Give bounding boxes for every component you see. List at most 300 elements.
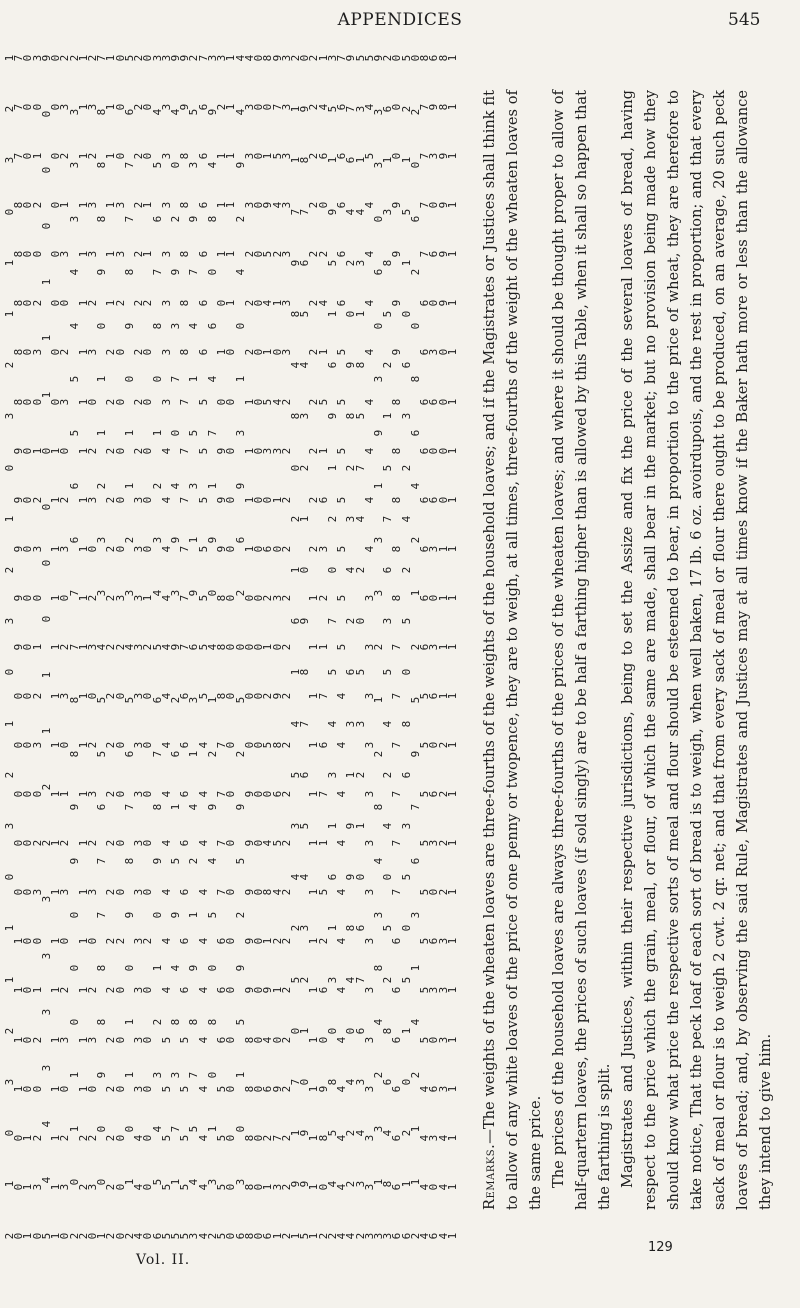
table-digit: 3 [86, 790, 100, 798]
table-digit: 7 [215, 839, 229, 847]
table-digit: 1 [122, 482, 136, 490]
table-digit: 4 [205, 857, 219, 865]
table-digit: 2 [288, 925, 302, 932]
table-digit: 6 [261, 545, 275, 553]
table-digit: 5 [335, 447, 349, 454]
table-digit: 7 [187, 268, 201, 276]
table-digit: 8 [95, 161, 109, 169]
table-digit: 8 [12, 300, 26, 307]
table-digit: 4 [335, 889, 349, 896]
table-digit: 6 [325, 361, 339, 369]
table-digit: 3 [67, 108, 81, 115]
table-digit: 1 [381, 157, 395, 164]
table-digit: 6 [205, 322, 219, 329]
table-digit: 2 [58, 152, 72, 160]
table-digit: 2 [205, 750, 219, 758]
table-digit: 5 [122, 54, 136, 62]
table-digit: 2 [58, 496, 72, 504]
table-digit: 6 [418, 398, 432, 405]
table-digit: 1 [76, 790, 90, 798]
table-digit: 1 [205, 482, 219, 490]
table-digit: 7 [122, 215, 136, 222]
table-digit: 4 [95, 643, 109, 651]
table-digit: 6 [178, 987, 192, 994]
table-digit: 3 [362, 1232, 376, 1240]
table-digit: 3 [86, 889, 100, 896]
table-digit: 3 [381, 208, 395, 215]
table-digit: 4 [122, 643, 136, 651]
table-digit: 9 [12, 594, 26, 602]
table-digit: 7 [316, 692, 330, 700]
table-digit: 3 [86, 643, 100, 651]
table-digit: 8 [325, 1078, 339, 1086]
table-digit: 0 [12, 1134, 26, 1142]
table-digit: 1 [445, 496, 459, 504]
table-digit: 3 [362, 741, 376, 749]
table-digit: 4 [362, 496, 376, 504]
table-digit: 6 [335, 300, 349, 307]
table-digit: 2 [381, 54, 395, 62]
table-digit: 2 [233, 215, 247, 222]
table-digit: 0 [58, 594, 72, 602]
table-digit: 3 [279, 251, 293, 258]
table-digit: 8 [178, 201, 192, 209]
table-digit: 1 [76, 889, 90, 896]
table-digit: 4 [169, 108, 183, 115]
table-digit: 0 [21, 251, 35, 258]
table-digit: 8 [381, 259, 395, 267]
table-digit: 1 [436, 692, 450, 700]
table-digit: 2 [104, 889, 118, 896]
table-digit: 4 [335, 938, 349, 945]
table-digit: 0 [21, 594, 35, 602]
table-digit: 0 [113, 54, 127, 62]
table-digit: 3 [150, 1071, 164, 1079]
table-digit: 1 [215, 152, 229, 160]
table-digit: 7 [390, 790, 404, 798]
table-digit: 1 [307, 1085, 321, 1092]
table-digit: 1 [76, 300, 90, 307]
table-digit: 5 [418, 692, 432, 700]
table-digit: 0 [12, 839, 26, 847]
table-digit: 2 [307, 398, 321, 405]
table-digit: 3 [233, 1178, 247, 1186]
table-digit: 0 [21, 839, 35, 847]
table-digit: 2 [233, 750, 247, 758]
table-digit: 2 [104, 643, 118, 651]
table-digit: 4 [353, 1129, 367, 1137]
table-digit: 4 [344, 1232, 358, 1239]
table-digit: 3 [436, 987, 450, 994]
table-digit: 0 [371, 215, 385, 222]
table-digit: 6 [335, 201, 349, 209]
table-digit: 5 [261, 741, 275, 749]
table-digit: 0 [436, 447, 450, 454]
table-digit: 1 [288, 566, 302, 574]
table-digit: 0 [298, 1078, 312, 1086]
table-digit: 3 [427, 349, 441, 356]
table-digit: 9 [169, 911, 183, 918]
table-digit: 5 [399, 208, 413, 215]
table-digit: 2 [3, 771, 16, 779]
table-digit: 5 [215, 1134, 229, 1142]
table-digit: 1 [76, 643, 90, 651]
table-digit: 9 [205, 804, 219, 811]
table-digit: 2 [104, 1036, 118, 1043]
table-digit: 0 [427, 201, 441, 209]
table-digit: 6 [196, 349, 210, 356]
table-digit: 0 [30, 790, 44, 798]
table-digit: 4 [261, 1036, 275, 1043]
table-digit: 5 [381, 310, 395, 318]
table-digit: 2 [279, 594, 293, 602]
table-digit: 0 [408, 322, 422, 329]
table-digit: 0 [3, 669, 16, 676]
table-digit: 1 [76, 741, 90, 749]
table-digit: 8 [95, 1018, 109, 1025]
table-digit: 3 [132, 1036, 146, 1043]
table-digit: 1 [399, 1027, 413, 1035]
table-digit: 0 [21, 152, 35, 160]
page-number: 545 [728, 10, 761, 30]
table-digit: 9 [215, 545, 229, 553]
table-digit: 2 [58, 987, 72, 994]
table-digit: 1 [12, 938, 26, 945]
table-digit: 1 [445, 103, 459, 111]
table-digit: 1 [288, 105, 302, 113]
table-digit: 0 [141, 447, 155, 454]
table-digit: 4 [132, 1232, 146, 1240]
table-digit: 1 [104, 251, 118, 258]
table-digit: 0 [113, 1183, 127, 1191]
table-digit: 3 [362, 938, 376, 945]
table-digit: 2 [132, 349, 146, 356]
table-digit: 0 [141, 1232, 155, 1240]
table-digit: 3 [187, 1232, 201, 1239]
table-digit: 4 [159, 839, 173, 847]
table-digit: 0 [21, 938, 35, 945]
table-digit: 2 [261, 1134, 275, 1142]
table-digit: 1 [39, 391, 53, 398]
table-digit: 0 [113, 496, 127, 504]
table-digit: 0 [49, 398, 63, 405]
table-digit: 0 [252, 643, 266, 651]
table-digit: 0 [205, 964, 219, 972]
table-digit: 9 [270, 1085, 284, 1092]
table-digit: 2 [279, 692, 293, 700]
table-digit: 2 [215, 103, 229, 111]
table-digit: 0 [113, 1036, 127, 1043]
table-digit: 7 [353, 464, 367, 471]
table-digit: 2 [307, 545, 321, 553]
table-digit: 3 [316, 545, 330, 553]
table-digit: 1 [205, 697, 219, 704]
table-digit: 1 [187, 750, 201, 758]
table-digit: 2 [307, 251, 321, 258]
table-digit: 0 [233, 643, 247, 651]
table-digit: 7 [95, 54, 109, 62]
table-digit: 1 [30, 152, 44, 160]
table-digit: 4 [205, 643, 219, 651]
table-digit: 2 [113, 643, 127, 651]
table-digit: 6 [178, 938, 192, 945]
table-digit: 2 [104, 790, 118, 798]
table-digit: 4 [408, 1018, 422, 1025]
table-digit: 2 [399, 1129, 413, 1137]
table-digit: 2 [261, 692, 275, 700]
table-digit: 0 [95, 1178, 109, 1186]
table-digit: 0 [12, 692, 26, 700]
table-digit: 0 [49, 201, 63, 209]
table-digit: 3 [86, 349, 100, 356]
table-digit: 7 [178, 545, 192, 553]
table-digit: 8 [242, 1183, 256, 1191]
table-digit: 0 [224, 1232, 238, 1240]
table-digit: 3 [408, 911, 422, 918]
table-digit: 5 [159, 1232, 173, 1240]
table-digit: 0 [21, 349, 35, 356]
table-digit: 2 [353, 771, 367, 779]
table-digit: 8 [381, 1027, 395, 1035]
table-digit: 1 [408, 1178, 422, 1186]
table-digit: 4 [335, 1232, 349, 1240]
table-digit: 0 [12, 1232, 26, 1240]
table-digit: 5 [261, 398, 275, 405]
table-digit: 8 [215, 692, 229, 700]
table-digit: 5 [67, 429, 81, 437]
table-digit: 5 [418, 1036, 432, 1043]
table-digit: 6 [353, 1027, 367, 1035]
table-digit: 5 [399, 617, 413, 625]
table-digit: 5 [196, 692, 210, 700]
table-digit: 3 [159, 398, 173, 405]
table-digit: 6 [381, 105, 395, 113]
table-digit: 0 [390, 152, 404, 160]
table-digit: 4 [408, 482, 422, 490]
table-digit: 0 [169, 429, 183, 437]
table-digit: 4 [233, 54, 247, 62]
table-digit: 9 [371, 429, 385, 437]
table-digit: 2 [261, 594, 275, 602]
table-digit: 0 [252, 889, 266, 896]
table-digit: 1 [141, 251, 155, 258]
table-digit: 1 [215, 251, 229, 258]
table-digit: 2 [86, 152, 100, 160]
table-digit: 0 [325, 1027, 339, 1035]
table-digit: 1 [344, 771, 358, 779]
table-digit: 3 [132, 496, 146, 504]
table-digit: 4 [418, 1232, 432, 1240]
table-digit: 0 [399, 925, 413, 932]
table-digit: 0 [95, 322, 109, 329]
table-digit: 1 [49, 643, 63, 651]
table-digit: 2 [344, 259, 358, 267]
table-digit: 5 [159, 1085, 173, 1092]
table-digit: 1 [76, 152, 90, 160]
table-digit: 7 [335, 54, 349, 62]
table-digit: 2 [408, 1071, 422, 1079]
table-digit: 2 [279, 1134, 293, 1142]
table-digit: 4 [205, 375, 219, 383]
table-digit: 7 [178, 643, 192, 651]
table-digit: 2 [132, 251, 146, 258]
table-digit: 0 [436, 496, 450, 504]
table-digit: 3 [205, 54, 219, 62]
table-digit: 3 [362, 643, 376, 651]
table-digit: 0 [427, 1036, 441, 1043]
table-digit: 1 [399, 1181, 413, 1188]
table-digit: 9 [233, 964, 247, 972]
table-digit: 2 [279, 398, 293, 405]
table-digit: 2 [113, 938, 127, 945]
table-digit: 9 [288, 1181, 302, 1188]
table-digit: 0 [205, 590, 219, 597]
table-digit: 1 [445, 152, 459, 160]
table-digit: 1 [49, 987, 63, 994]
table-digit: 3 [371, 536, 385, 544]
table-digit: 1 [445, 447, 459, 454]
table-digit: 0 [150, 911, 164, 918]
table-digit: 3 [353, 1181, 367, 1188]
table-digit: 3 [353, 105, 367, 113]
table-digit: 1 [445, 594, 459, 602]
table-digit: 3 [159, 152, 173, 160]
table-digit: 3 [353, 720, 367, 727]
table-digit: 5 [95, 697, 109, 704]
table-digit: 2 [58, 643, 72, 651]
table-digit: 0 [86, 1232, 100, 1240]
table-digit: 8 [95, 964, 109, 972]
table-digit: 5 [399, 873, 413, 881]
table-digit: 3 [427, 545, 441, 553]
table-digit: 4 [159, 741, 173, 749]
table-digit: 7 [418, 201, 432, 209]
table-digit: 1 [307, 594, 321, 602]
table-digit: 6 [390, 1085, 404, 1092]
table-digit: 2 [279, 545, 293, 553]
table-digit: 3 [371, 1232, 385, 1239]
table-digit: 6 [399, 1232, 413, 1239]
table-digit: 0 [30, 398, 44, 405]
table-digit: 3 [58, 398, 72, 405]
table-digit: 4 [187, 804, 201, 811]
table-digit: 0 [113, 790, 127, 798]
table-digit: 8 [178, 152, 192, 160]
table-digit: 0 [58, 1085, 72, 1092]
table-digit: 1 [371, 482, 385, 490]
table-digit: 5 [335, 496, 349, 504]
table-digit: 9 [187, 215, 201, 222]
table-digit: 9 [95, 268, 109, 276]
table-digit: 2 [39, 783, 53, 791]
table-digit: 1 [95, 1232, 109, 1239]
table-digit: 0 [141, 1134, 155, 1142]
table-digit: 7 [215, 741, 229, 749]
table-digit: 3 [233, 429, 247, 437]
table-digit: 6 [122, 108, 136, 115]
table-digit: 0 [58, 447, 72, 454]
table-digit: 0 [252, 545, 266, 553]
table-digit: 2 [104, 938, 118, 945]
table-digit: 2 [30, 201, 44, 209]
table-digit: 3 [279, 152, 293, 160]
remarks-label: Remarks. [481, 1143, 498, 1210]
table-digit: 7 [418, 103, 432, 111]
table-digit: 2 [279, 447, 293, 454]
table-digit: 2 [30, 300, 44, 307]
table-digit: 5 [196, 447, 210, 454]
table-digit: 0 [242, 594, 256, 602]
table-digit: 1 [445, 201, 459, 209]
table-digit: 2 [104, 987, 118, 994]
table-digit: 1 [408, 964, 422, 972]
table-digit: 5 [178, 1036, 192, 1043]
table-digit: 8 [205, 215, 219, 222]
table-digit: 9 [12, 496, 26, 504]
table-digit: 0 [252, 987, 266, 994]
table-digit: 8 [261, 54, 275, 62]
table-digit: 0 [39, 615, 53, 623]
table-digit: 2 [132, 201, 146, 209]
table-digit: 6 [427, 938, 441, 945]
table-digit: 5 [196, 594, 210, 602]
table-digit: 3 [86, 496, 100, 504]
table-digit: 8 [371, 964, 385, 972]
table-digit: 2 [86, 54, 100, 62]
table-digit: 1 [67, 1125, 81, 1132]
table-digit: 4 [67, 268, 81, 276]
table-digit: 6 [316, 741, 330, 749]
table-digit: 0 [298, 54, 312, 62]
table-digit: 0 [21, 1085, 35, 1092]
table-digit: 5 [122, 697, 136, 704]
table-digit: 3 [215, 54, 229, 62]
table-digit: 6 [335, 103, 349, 111]
table-digit: 5 [288, 976, 302, 983]
table-digit: 4 [159, 938, 173, 945]
table-digit: 0 [49, 349, 63, 356]
table-digit: 6 [215, 1036, 229, 1043]
table-digit: 3 [30, 889, 44, 896]
table-digit: 0 [224, 839, 238, 847]
table-digit: 0 [86, 398, 100, 405]
table-digit: 9 [169, 643, 183, 651]
table-digit: 0 [224, 1134, 238, 1142]
table-digit: 4 [159, 692, 173, 700]
table-digit: 6 [335, 251, 349, 258]
table-digit: 5 [335, 594, 349, 602]
table-digit: 4 [335, 1134, 349, 1142]
table-digit: 9 [436, 300, 450, 307]
table-digit: 6 [418, 545, 432, 553]
table-digit: 7 [298, 720, 312, 727]
table-digit: 6 [196, 300, 210, 307]
table-digit: 0 [21, 545, 35, 553]
table-digit: 3 [150, 536, 164, 544]
table-digit: 1 [49, 938, 63, 945]
table-digit: 6 [178, 790, 192, 798]
table-digit: 4 [196, 1183, 210, 1191]
table-digit: 1 [205, 1125, 219, 1132]
table-digit: 3 [169, 322, 183, 329]
table-digit: 1 [3, 1181, 16, 1188]
table-digit: 9 [205, 108, 219, 115]
table-digit: 8 [169, 1018, 183, 1025]
table-digit: 2 [307, 201, 321, 209]
table-digit: 1 [76, 938, 90, 945]
table-digit: 0 [3, 873, 16, 881]
table-digit: 3 [67, 161, 81, 169]
